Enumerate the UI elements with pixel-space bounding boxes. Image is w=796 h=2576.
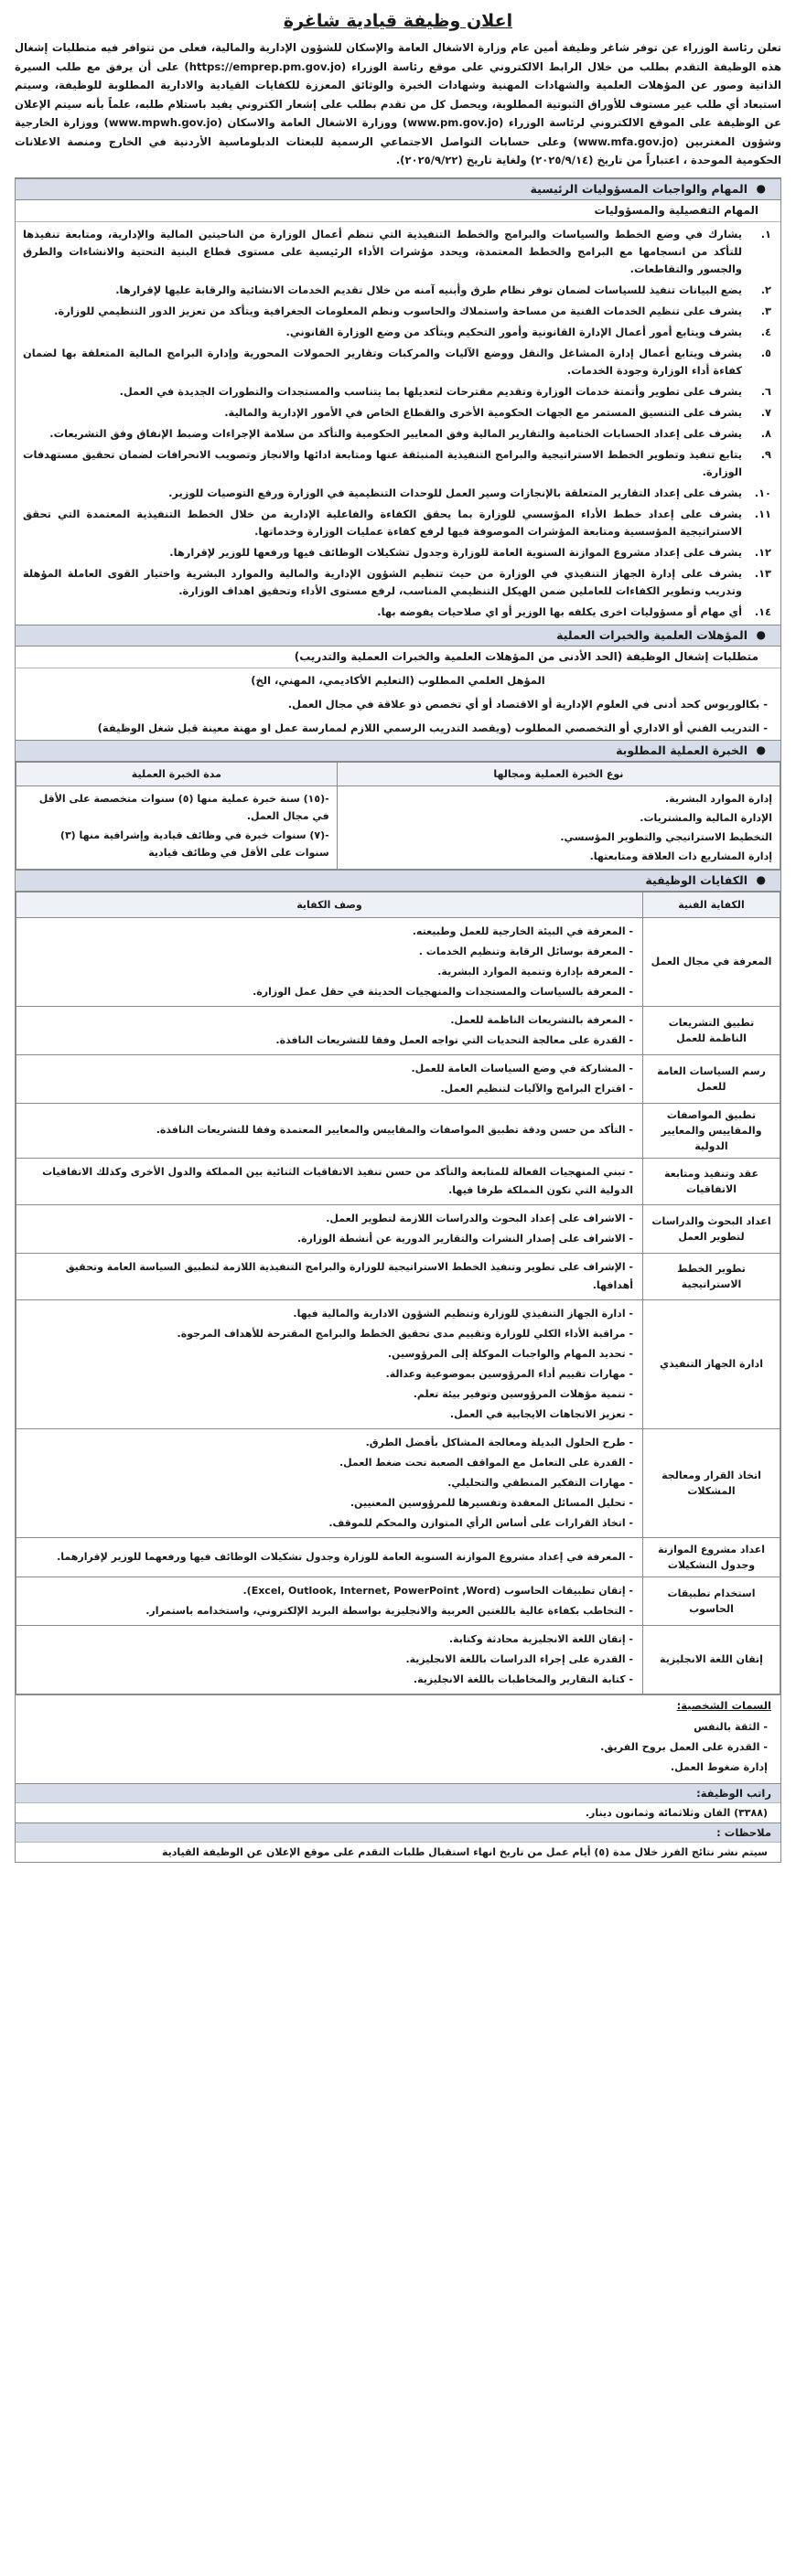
personal-trait: - القدرة على العمل بروح الفريق. (600, 1740, 768, 1753)
competency-name: تطبيق التشريعات الناظمة للعمل (643, 1006, 780, 1054)
competency-item: - ادارة الجهاز التنفيذي للوزارة وتنظيم الشؤون الادارية والمالية فيها. (293, 1307, 633, 1320)
competency-row (16, 1054, 780, 1103)
competencies-section-title: الكفايات الوظيفية (645, 872, 748, 887)
competency-row (16, 1537, 780, 1577)
competency-item: - إتقان تطبيقات الحاسوب (Excel, Outlook, Internet, PowerPoint ,Word). (242, 1584, 633, 1597)
competency-description (16, 1577, 643, 1625)
competency-item: - مهارات تقييم أداء المرؤوسين بموضوعية وعدالة. (385, 1367, 633, 1380)
task-text: يشرف على التنسيق المستمر مع الجهات الحكومية الأخرى والقطاع الخاص في الأمور الإدارية والمالية. (224, 405, 742, 419)
competency-item: - المشاركة في وضع السياسات العامة للعمل. (411, 1062, 633, 1074)
competencies-table (16, 892, 780, 1694)
competency-item: - مهارات التفكير المنطقي والتحليلي. (447, 1476, 633, 1489)
competency-description (16, 1006, 643, 1054)
task-item (23, 343, 773, 381)
page-title: اعلان وظيفة قيادية شاغرة (283, 11, 513, 31)
competency-description (16, 1299, 643, 1428)
task-list (16, 222, 780, 625)
experience-table (16, 762, 780, 870)
notes-label: ملاحظات : (16, 1822, 780, 1842)
task-text: يشارك في وضع الخطط والسياسات والبرامج والخطط التنفيذية التي تنظم أعمال الوزارة من الناحيتين المالية والإدارية، ومتابعة تنفيذها للتأكد من انسجامها مع البرامج والخطط المعتمدة، ويحدد مؤشرات الأداء الرئيسية على مستوى قطاع البنية التحتية والانشاءات والطرق والجسور والتقاطعات. (23, 227, 742, 275)
salary-value: (٣٣٨٨) الفان وثلاثمائة وثمانون دينار. (16, 1802, 780, 1822)
competency-item: - تحليل المسائل المعقدة وتفسيرها للمرؤوسين المعنيين. (350, 1496, 633, 1509)
task-number: ١. (760, 227, 771, 240)
task-number: ١٠. (754, 486, 771, 499)
competency-name: عقد وتنفيذ ومتابعة الاتفاقيات (643, 1158, 780, 1204)
competency-desc-header: وصف الكفاية (16, 892, 643, 917)
competency-description (16, 1537, 643, 1577)
qualification-degree: - بكالوريوس كحد أدنى في العلوم الإدارية أو الاقتصاد أو أي تخصص ذو علاقة في مجال العمل. (287, 697, 768, 711)
competency-item: - مراقبة الأداء الكلي للوزارة وتقييم مدى تحقيق الخطط والبرامج المقترحة للأهداف المرجوة. (177, 1327, 633, 1340)
experience-duration: -(١٥) سنة خبرة عملية منها (٥) سنوات متخصصة على الأقل في مجال العمل. (38, 792, 329, 822)
experience-type-header: نوع الخبرة العملية ومجالها (337, 762, 780, 786)
competency-name: ادارة الجهاز التنفيذي (643, 1299, 780, 1428)
competency-item: - كتابة التقارير والمخاطبات باللغة الانجليزية. (413, 1673, 633, 1685)
task-item (23, 402, 773, 423)
personal-traits-header: السمات الشخصية: (16, 1694, 780, 1716)
competency-description (16, 1204, 643, 1253)
competency-item: - المعرفة في إعداد مشروع الموازنة السنوية العامة للوزارة وجدول تشكيلات الوظائف فيها ورفعهما للوزير لإقرارهما. (57, 1550, 633, 1563)
task-number: ١٣. (754, 566, 771, 580)
task-item (23, 444, 773, 483)
experience-type: إدارة المشاريع ذات العلاقة ومتابعتها. (589, 850, 772, 862)
task-number: ٤. (760, 325, 771, 338)
competency-item: - الإشراف على تطوير وتنفيذ الخطط الاستراتيجية للوزارة والبرامج التنفيذية اللازمة لتطبيق السياسة العامة وتحقيق أهدافها. (65, 1260, 633, 1291)
competency-description (16, 917, 643, 1006)
task-item (23, 322, 773, 343)
competency-row (16, 1204, 780, 1253)
salary-label: راتب الوظيفة: (16, 1783, 780, 1802)
experience-type: إدارة الموارد البشرية. (665, 792, 772, 805)
announcement-body (15, 177, 781, 1863)
task-number: ١٢. (754, 545, 771, 559)
notes-value: سيتم نشر نتائج الفرز خلال مدة (٥) أيام عمل من تاريخ انهاء استقبال طلبات التقدم على موقع الإعلان عن الوظيفة القيادية (16, 1842, 780, 1862)
competency-item: - تنمية مؤهلات المرؤوسين وتوفير بيئة تعلم. (413, 1387, 633, 1400)
task-item (23, 542, 773, 563)
competency-row (16, 1625, 780, 1694)
qualifications-subheader: متطلبات إشغال الوظيفة (الحد الأدنى من المؤهلات العلمية والخبرات العملية والتدريب) (16, 647, 780, 668)
competency-name: إتقان اللغة الانجليزية (643, 1625, 780, 1694)
competency-row (16, 1006, 780, 1054)
tasks-section-title: المهام والواجبات المسؤوليات الرئيسية (530, 181, 748, 196)
task-number: ٦. (760, 384, 771, 398)
task-number: ٧. (760, 405, 771, 419)
competency-item: - المعرفة بإدارة وتنمية الموارد البشرية. (437, 965, 633, 978)
task-text: يتابع تنفيذ وتطوير الخطط الاستراتيجية والبرامج التنفيذية المنبثقة عنها ومتابعة ادائها والانجاز وتصويب الانحرافات لضمان تحقيق مستهدفات الوزارة. (23, 447, 742, 478)
competency-item: - اقتراح البرامج والآليات لتنظيم العمل. (440, 1082, 633, 1095)
competency-description (16, 1158, 643, 1204)
task-number: ٨. (760, 426, 771, 440)
competency-row (16, 1158, 780, 1204)
competency-name: اعداد مشروع الموازنة وجدول التشكيلات (643, 1537, 780, 1577)
task-text: يشرف على إعداد التقارير المتعلقة بالإنجازات وسير العمل للوحدات التنظيمية في الوزارة ورفع التوصيات للوزير. (168, 486, 742, 499)
competency-name: تطبيق المواصفات والمقاييس والمعايير الدولية (643, 1103, 780, 1158)
competency-row (16, 1577, 780, 1625)
competency-item: - المعرفة بالسياسات والمستجدات والمنهجيات الحديثة في حقل عمل الوزارة. (253, 985, 633, 998)
competency-description (16, 1103, 643, 1158)
competency-item: - المعرفة بوسائل الرقابة وتنظيم الخدمات . (418, 945, 633, 957)
personal-traits-list (16, 1716, 780, 1783)
competency-name: استخدام تطبيقات الحاسوب (643, 1577, 780, 1625)
intro-paragraph: تعلن رئاسة الوزراء عن توفر شاغر وظيفة أمين عام وزارة الاشغال العامة والإسكان للشؤون الإدارية والمالية، فعلى من تتوافر فيه متطلبات إشغال هذه الوظيفة التقدم بطلب من خلال الرابط الالكتروني على موقع رئاسة الوزراء (https://emprep.pm.gov.jo) على أن يرفق مع طلب السيرة الذاتية وصور عن المؤهلات العلمية والشهادات المهنية وشهادات الخبرة والوثائق المعززة للكفايات القيادية والادارية المطلوبة للوظيفة، وسيتم استبعاد أي طلب غير مستوف للأوراق الثبوتية المطلوبة، ويحصل كل من تقدم بطلب على إشعار الكتروني يفيد باستلام طلبه، علماً بأنه سيتم الإعلان عن الوظيفة على الموقع الالكتروني لرئاسة الوزراء (www.pm.gov.jo) ووزارة الاشغال العامة والاسكان (www.mpwh.gov.jo) ووزارة الخارجية وشؤون المغتربين (www.mfa.gov.jo) وعلى حسابات التواصل الاجتماعي الرسمية للبعثات الدبلوماسية الأردنية في الخارج ومنصة الاعلانات الحكومية الموحدة ، اعتباراً من تاريخ (٢٠٢٥/٩/١٤) ولغاية تاريخ (٢٠٢٥/٩/٢٢). (15, 41, 782, 166)
task-item (23, 602, 773, 623)
competency-description (16, 1428, 643, 1537)
competency-item: - المعرفة في البيئة الخارجية للعمل وطبيعته. (412, 925, 633, 937)
task-item (23, 504, 773, 542)
bullet-icon: ● (756, 743, 766, 756)
bullet-icon: ● (756, 872, 766, 886)
competency-item: - اتخاذ القرارات على أساس الرأي المتوازن والمحكم للموقف. (328, 1516, 633, 1529)
bullet-icon: ● (756, 181, 766, 195)
experience-section-header (16, 740, 780, 762)
task-text: يشرف على إعداد خطط الأداء المؤسسي للوزارة بما يحقق الكفاءة والفاعلية الإدارية من خلال الخطط التنفيذية المعتمدة التي تحقق الاستراتيجية المؤسسية ومتابعة المؤشرات الموصوفة فيها لرفع كفاءة عمليات الوزارة وخدماتها. (23, 507, 742, 538)
experience-duration: -(٧) سنوات خبرة في وظائف قيادية وإشرافية منها (٣) سنوات على الأقل في وظائف قيادية (59, 828, 329, 859)
personal-trait: - الثقة بالنفس (694, 1720, 768, 1733)
competency-item: - الاشراف على إصدار النشرات والتقارير الدورية عن أنشطة الوزارة. (296, 1232, 633, 1245)
competency-description (16, 1625, 643, 1694)
qualification-training: - التدريب الفني أو الاداري أو التخصصي المطلوب (ويقصد التدريب الرسمي اللازم لممارسة عمل او مهنة معينة قبل شغل الوظيفة) (97, 721, 768, 734)
experience-section-title: الخبرة العملية المطلوبة (616, 743, 748, 757)
competency-item: - القدرة على التعامل مع المواقف الصعبة تحت ضغط العمل. (339, 1456, 633, 1469)
task-number: ٩. (760, 447, 771, 461)
experience-type: الإدارة المالية والمشتريات. (640, 811, 772, 824)
competencies-section-header (16, 870, 780, 892)
competency-name: اتخاذ القرار ومعالجة المشكلات (643, 1428, 780, 1537)
competency-name: رسم السياسات العامة للعمل (643, 1054, 780, 1103)
task-text: يشرف على إدارة الجهاز التنفيذي في الوزارة من حيث تنظيم الشؤون الإدارية والمالية والموارد البشرية واختيار القوى العاملة المؤهلة وتدريب وتطوير الكفاءات للعاملين ضمن الهيكل التنظيمي المناسب، لرفع مستوى الأداء وتحقيق اهداف الوزارة. (23, 566, 742, 597)
competency-item: - طرح الحلول البديلة ومعالجة المشاكل بأفضل الطرق. (365, 1436, 633, 1448)
competency-item: - التأكد من حسن ودقة تطبيق المواصفات والمقاييس والمعايير المعتمدة وفقا للتشريعات النافذة. (156, 1124, 633, 1136)
task-number: ٣. (760, 304, 771, 317)
competency-item: - الاشراف على إعداد البحوث والدراسات اللازمة لتطوير العمل. (326, 1212, 633, 1224)
competency-description (16, 1054, 643, 1103)
competency-name: اعداد البحوث والدراسات لتطوير العمل (643, 1204, 780, 1253)
experience-type: التخطيط الاستراتيجي والتطوير المؤسسي. (560, 830, 772, 843)
task-number: ١٤. (754, 604, 771, 618)
task-number: ٢. (760, 283, 771, 296)
task-text: يشرف على تنظيم الخدمات الفنية من مساحة واستملاك والحاسوب ونظم المعلومات الجغرافية ويتأكد من تعزيز الدور التنظيمي للوزارة. (54, 304, 742, 317)
task-item (23, 381, 773, 402)
competency-name: تطوير الخطط الاستراتيجية (643, 1253, 780, 1299)
task-text: يشرف على تطوير وأتمتة خدمات الوزارة وتقديم مقترحات لتعديلها بما يتناسب والمستجدات والتطورات الجديدة في العمل. (119, 384, 742, 398)
task-item (23, 563, 773, 602)
task-text: أي مهام أو مسؤوليات اخرى يكلفه بها الوزير أو اي صلاحيات يفوضه بها. (377, 604, 742, 618)
competency-item: - إتقان اللغة الانجليزية محادثة وكتابة. (448, 1632, 633, 1645)
task-text: يضع البيانات تنفيذ للسياسات لضمان توفر نظام طرق وأبنيه آمنه من خلال تقديم الخدمات الانشائية والرقابة عليها لإقرارها. (115, 283, 742, 296)
competency-row (16, 917, 780, 1006)
competency-name-header: الكفاية الفنية (643, 892, 780, 917)
competency-item: - القدرة على معالجة التحديات التي تواجه العمل وفقا للتشريعات النافذة. (275, 1033, 633, 1046)
experience-duration-header: مدة الخبرة العملية (16, 762, 338, 786)
competency-row (16, 1103, 780, 1158)
competency-item: - تعزيز الاتجاهات الايجابية في العمل. (449, 1407, 633, 1420)
task-item (23, 423, 773, 444)
competency-item: - تحديد المهام والواجبات الموكلة إلى المرؤوسين. (387, 1347, 633, 1360)
competency-item: - التخاطب بكفاءة عالية باللغتين العربية والانجليزية بواسطة البريد الإلكتروني، واستخدامه باستمرار. (145, 1604, 633, 1617)
competency-row (16, 1253, 780, 1299)
competency-row (16, 1299, 780, 1428)
competency-item: - المعرفة بالتشريعات الناظمة للعمل. (450, 1013, 633, 1026)
task-text: يشرف ويتابع أعمال إدارة المشاغل والنقل ووضع الآليات والمركبات وتقارير الحمولات المحورية وإدارة البرامج المالية المتعلقة بها لضمان كفاءة أداء الوزارة وجودة الخدمات. (23, 346, 742, 377)
task-item (23, 224, 773, 280)
personal-trait: إدارة ضغوط العمل. (670, 1760, 768, 1773)
task-item (23, 280, 773, 301)
bullet-icon: ● (756, 627, 766, 641)
task-number: ٥. (760, 346, 771, 359)
competencies-table-body (16, 917, 780, 1694)
competency-item: - القدرة على إجراء الدراسات باللغة الانجليزية. (405, 1652, 633, 1665)
task-text: يشرف على إعداد مشروع الموازنة السنوية العامة للوزارة وجدول تشكيلات الوظائف فيها ورفعها للوزير لإقرارها. (169, 545, 742, 559)
competency-item: - تبني المنهجيات الفعالة للمتابعة والتأكد من حسن تنفيذ الاتفاقيات الثنائية بين المملكة والدول الأخرى وكذلك الاتفاقيات الدولية التي تكون المملكة طرفا فيها. (42, 1165, 633, 1196)
qualification-degree-heading: المؤهل العلمي المطلوب (التعليم الأكاديمي، المهني، الخ) (251, 673, 545, 687)
competency-description (16, 1253, 643, 1299)
task-text: يشرف ويتابع أمور أعمال الإدارة القانونية وأمور التحكيم ويتأكد من وضع الوزارة القانوني. (285, 325, 742, 338)
qualifications-section-header (16, 625, 780, 647)
competency-name: المعرفة في مجال العمل (643, 917, 780, 1006)
qualifications-section-title: المؤهلات العلمية والخبرات العملية (556, 627, 748, 642)
task-item (23, 301, 773, 322)
task-text: يشرف على إعداد الحسابات الختامية والتقارير المالية وفق المعايير الحكومية والتأكد من سلامة الإجراءات وضبط الإنفاق وفق التشريعات. (49, 426, 742, 440)
task-item (23, 483, 773, 504)
tasks-subheader: المهام التفصيلية والمسؤوليات (16, 200, 780, 222)
task-number: ١١. (754, 507, 771, 520)
tasks-section-header (16, 178, 780, 200)
competency-row (16, 1428, 780, 1537)
